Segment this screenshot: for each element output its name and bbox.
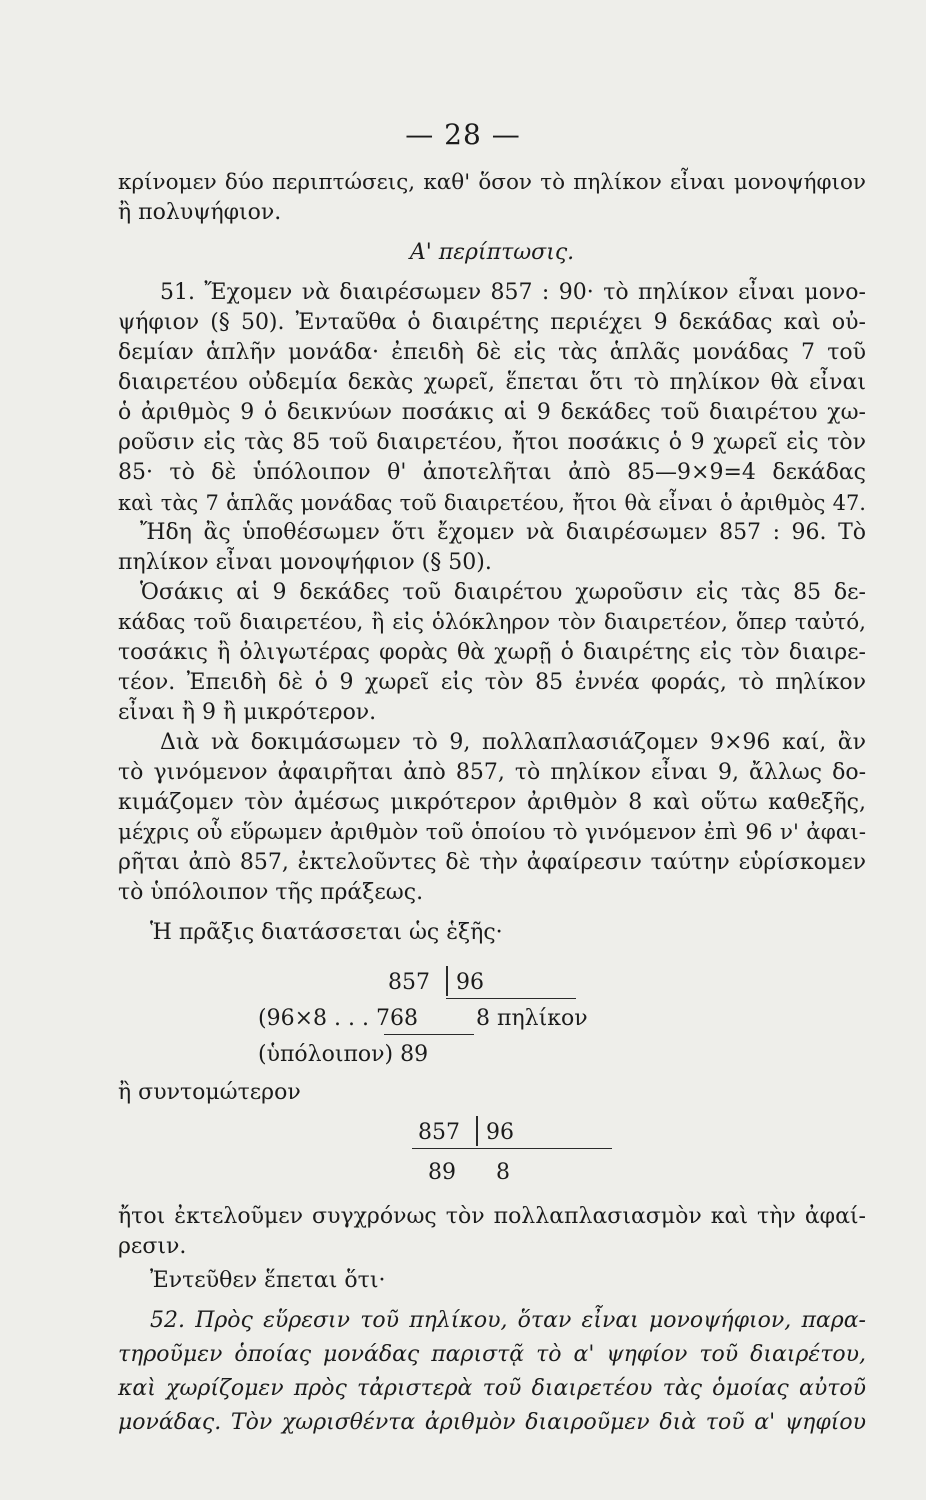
section-heading: Α' περίπτωσις. bbox=[409, 240, 575, 265]
divisor-rule bbox=[446, 998, 576, 999]
text-line: ἢ πολυψήφιον. bbox=[118, 200, 282, 225]
divisor-rule bbox=[412, 1148, 612, 1149]
text-line: τὸ γινόμενον ἀφαιρῆται ἀπὸ 857, τὸ πηλίκον εἶναι 9, ἄλλως δο- bbox=[118, 760, 866, 785]
text-line: Διὰ νὰ δοκιμάσωμεν τὸ 9, πολλαπλασιάζομεν 9×96 καί, ἂν bbox=[160, 730, 866, 755]
text-line: Ὁσάκις αἱ 9 δεκάδες τοῦ διαιρέτου χωροῦσιν εἰς τὰς 85 δε- bbox=[140, 580, 866, 605]
product-line: (96×8 . . . 768 bbox=[258, 1006, 418, 1031]
text-line: δεμίαν ἁπλῆν μονάδα· ἐπειδὴ δὲ εἰς τὰς ἁπλᾶς μονάδας 7 τοῦ bbox=[118, 340, 866, 365]
text-line: ὁ ἀριθμὸς 9 ὁ δεικνύων ποσάκις αἱ 9 δεκάδες τοῦ διαιρέτου χω- bbox=[118, 400, 866, 425]
dividend: 857 bbox=[418, 1120, 460, 1145]
text-line: διαιρετέου οὐδεμία δεκὰς χωρεῖ, ἕπεται ὅτι τὸ πηλίκον θὰ εἶναι bbox=[118, 370, 866, 395]
text-line: ἤτοι ἐκτελοῦμεν συγχρόνως τὸν πολλαπλασιασμὸν καὶ τὴν ἀφαί- bbox=[118, 1204, 866, 1229]
text-line: ροῦσιν εἰς τὰς 85 τοῦ διαιρετέου, ἤτοι ποσάκις ὁ 9 χωρεῖ εἰς τὸν bbox=[118, 430, 866, 455]
text-line: Ἐντεῦθεν ἕπεται ὅτι· bbox=[150, 1268, 386, 1293]
division-bar bbox=[476, 1116, 478, 1146]
text-line: κάδας τοῦ διαιρετέου, ἢ εἰς ὁλόκληρον τὸν διαιρετέον, ὅπερ ταὐτό, bbox=[118, 610, 866, 635]
text-line: πηλίκον εἶναι μονοψήφιον (§ 50). bbox=[118, 550, 492, 575]
text-line: ἢ συντομώτερον bbox=[118, 1080, 301, 1105]
subtraction-rule bbox=[384, 1034, 474, 1035]
quotient: 8 bbox=[496, 1160, 510, 1185]
text-line: εἶναι ἢ 9 ἢ μικρότερον. bbox=[118, 700, 377, 725]
text-line: τέον. Ἐπειδὴ δὲ ὁ 9 χωρεῖ εἰς τὸν 85 ἐννέα φοράς, τὸ πηλίκον bbox=[118, 670, 866, 695]
text-line: καὶ χωρίζομεν πρὸς τἀριστερὰ τοῦ διαιρετέου τὰς ὁμοίας αὐτοῦ bbox=[118, 1376, 866, 1401]
text-line: τοσάκις ἢ ὀλιγωτέρας φορὰς θὰ χωρῇ ὁ διαιρέτης εἰς τὸν διαιρε- bbox=[118, 640, 866, 665]
text-line: μέχρις οὗ εὕρωμεν ἀριθμὸν τοῦ ὁποίου τὸ γινόμενον ἐπὶ 96 ν' ἀφαι- bbox=[118, 820, 866, 845]
text-line: Ἤδη ἂς ὑποθέσωμεν ὅτι ἔχομεν νὰ διαιρέσωμεν 857 : 96. Τὸ bbox=[140, 520, 866, 545]
text-line: τηροῦμεν ὁποίας μονάδας παριστᾷ τὸ α' ψηφίον τοῦ διαιρέτου, bbox=[118, 1342, 866, 1367]
text-line: 52. Πρὸς εὕρεσιν τοῦ πηλίκου, ὅταν εἶναι μονοψήφιον, παρα- bbox=[150, 1308, 866, 1333]
text-line: Ἡ πρᾶξις διατάσσεται ὡς ἑξῆς· bbox=[150, 920, 503, 945]
divisor: 96 bbox=[456, 970, 484, 995]
text-line: κιμάζομεν τὸν ἀμέσως μικρότερον ἀριθμὸν 8 καὶ οὕτω καθεξῆς, bbox=[118, 790, 866, 815]
divisor: 96 bbox=[486, 1120, 514, 1145]
text-line: 85· τὸ δὲ ὑπόλοιπον θ' ἀποτελῆται ἀπὸ 85—9×9=4 δεκάδας bbox=[118, 460, 866, 485]
text-line: τὸ ὑπόλοιπον τῆς πράξεως. bbox=[118, 880, 424, 905]
text-line: 51. Ἔχομεν νὰ διαιρέσωμεν 857 : 90· τὸ πηλίκον εἶναι μονο- bbox=[160, 280, 866, 305]
text-line: μονάδας. Τὸν χωρισθέντα ἀριθμὸν διαιροῦμεν διὰ τοῦ α' ψηφίου bbox=[118, 1410, 866, 1435]
division-bar bbox=[446, 966, 448, 996]
text-line: κρίνομεν δύο περιπτώσεις, καθ' ὅσον τὸ πηλίκον εἶναι μονοψήφιον bbox=[118, 170, 866, 195]
text-line: ρῆται ἀπὸ 857, ἐκτελοῦντες δὲ τὴν ἀφαίρεσιν ταύτην εὑρίσκομεν bbox=[118, 850, 866, 875]
text-line: ψήφιον (§ 50). Ἐνταῦθα ὁ διαιρέτης περιέχει 9 δεκάδας καὶ οὐ- bbox=[118, 310, 866, 335]
text-line: ρεσιν. bbox=[118, 1234, 187, 1259]
quotient: 8 πηλίκον bbox=[476, 1006, 588, 1031]
dividend: 857 bbox=[388, 970, 430, 995]
page-number: — 28 — bbox=[405, 118, 521, 151]
text-line: καὶ τὰς 7 ἁπλᾶς μονάδας τοῦ διαιρετέου, ἤτοι θὰ εἶναι ὁ ἀριθμὸς 47. bbox=[118, 491, 866, 515]
remainder-line: (ὑπόλοιπον) 89 bbox=[258, 1042, 429, 1067]
remainder: 89 bbox=[428, 1160, 456, 1185]
